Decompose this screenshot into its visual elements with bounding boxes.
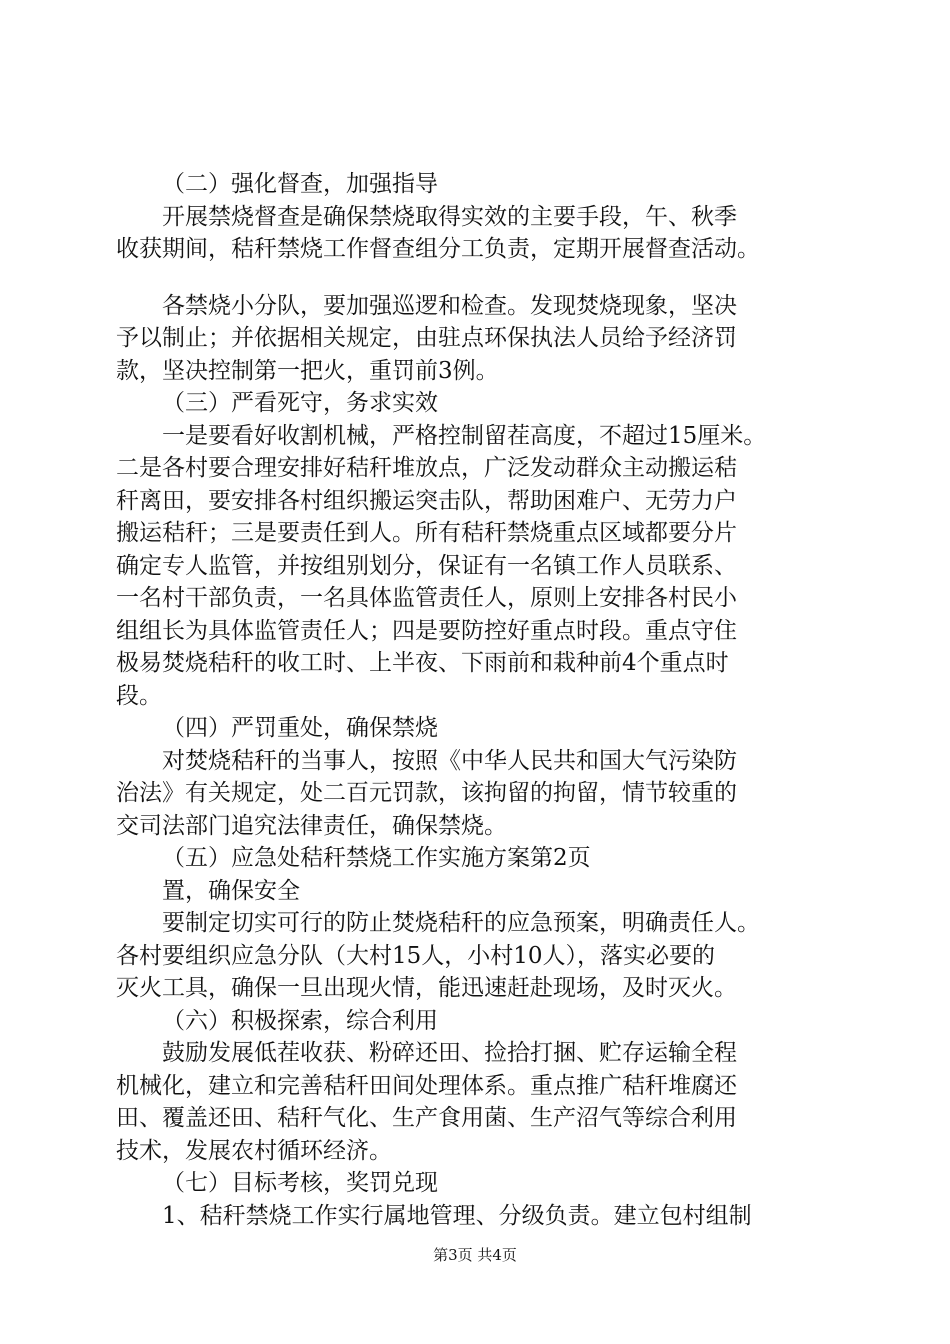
paragraph-line: 二是各村要合理安排好秸秆堆放点，广泛发动群众主动搬运秸 [116, 455, 737, 481]
paragraph-line: 极易焚烧秸秆的收工时、上半夜、下雨前和栽种前4个重点时 [116, 650, 729, 676]
paragraph-gap [116, 266, 836, 290]
paragraph-line: 鼓励发展低茬收获、粉碎还田、捡拾打捆、贮存运输全程 [162, 1040, 737, 1066]
paragraph-line: 款，坚决控制第一把火，重罚前3例。 [116, 357, 499, 384]
document-body [116, 168, 836, 1232]
section-heading-7: （七）目标考核，奖罚兑现 [162, 1170, 438, 1196]
paragraph-line: 秆离田，要安排各村组织搬运突击队，帮助困难户、无劳力户 [116, 487, 737, 514]
section-heading-3: （三）严看死守，务求实效 [162, 390, 438, 416]
paragraph-line: 收获期间，秸秆禁烧工作督查组分工负责，定期开展督查活动。 [116, 236, 760, 262]
paragraph-line: 田、覆盖还田、秸秆气化、生产食用菌、生产沼气等综合利用 [116, 1105, 737, 1131]
paragraph-line: 开展禁烧督查是确保禁烧取得实效的主要手段，午、秋季 [162, 203, 737, 230]
paragraph-line: 各禁烧小分队，要加强巡逻和检查。发现焚烧现象，坚决 [162, 292, 737, 319]
paragraph-line: 对焚烧秸秆的当事人，按照《中华人民共和国大气污染防 [162, 747, 737, 774]
paragraph-line: 1、秸秆禁烧工作实行属地管理、分级负责。建立包村组制 [162, 1202, 752, 1229]
paragraph-line: 一是要看好收割机械，严格控制留茬高度，不超过15厘米。 [162, 422, 767, 449]
paragraph-line: 灭火工具，确保一旦出现火情，能迅速赶赴现场，及时灭火。 [116, 975, 737, 1001]
paragraph-line: 搬运秸秆；三是要责任到人。所有秸秆禁烧重点区域都要分片 [116, 520, 737, 546]
paragraph-line: 段。 [116, 682, 162, 709]
paragraph-line: 确定专人监管，并按组别划分，保证有一名镇工作人员联系、 [116, 552, 737, 579]
paragraph-line: 治法》有关规定，处二百元罚款，该拘留的拘留，情节较重的 [116, 780, 737, 806]
paragraph-line: 予以制止；并依据相关规定，由驻点环保执法人员给予经济罚 [116, 325, 737, 351]
section-heading-5: （五）应急处秸秆禁烧工作实施方案第2页 [162, 845, 591, 871]
section-heading-2: （二）强化督查，加强指导 [162, 171, 438, 197]
paragraph-line: 技术，发展农村循环经济。 [116, 1137, 392, 1164]
paragraph-line: 组组长为具体监管责任人；四是要防控好重点时段。重点守住 [116, 617, 737, 644]
section-heading-4: （四）严罚重处，确保禁烧 [162, 715, 438, 741]
page-number-footer: 第3页 共4页 [433, 1246, 517, 1264]
section-heading-6: （六）积极探索，综合利用 [162, 1007, 438, 1034]
paragraph-line: 机械化，建立和完善秸秆田间处理体系。重点推广秸秆堆腐还 [116, 1072, 737, 1099]
paragraph-line: 置，确保安全 [162, 877, 300, 904]
paragraph-line: 要制定切实可行的防止焚烧秸秆的应急预案，明确责任人。 [162, 910, 760, 936]
paragraph-line: 交司法部门追究法律责任，确保禁烧。 [116, 812, 507, 839]
paragraph-line: 一名村干部负责，一名具体监管责任人，原则上安排各村民小 [116, 585, 737, 611]
paragraph-line: 各村要组织应急分队（大村15人，小村10人），落实必要的 [116, 942, 716, 969]
